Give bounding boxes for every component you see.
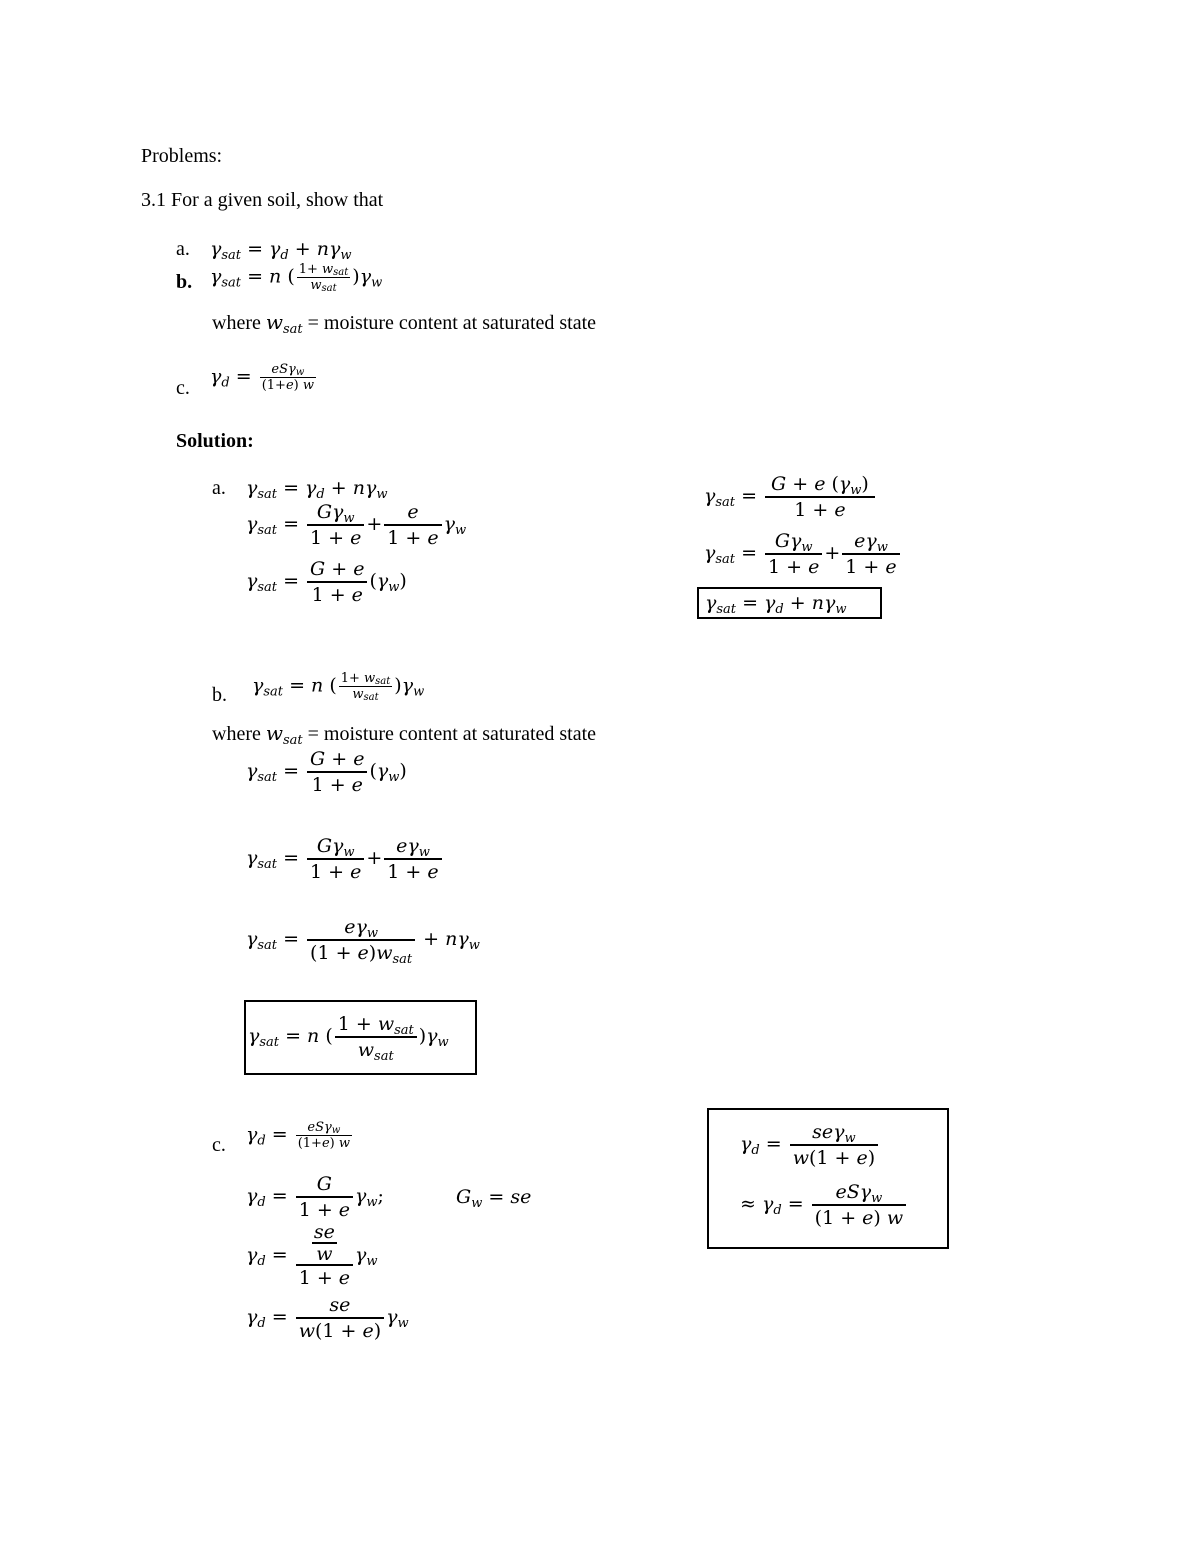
given-label-a: a. xyxy=(176,238,190,260)
given-eq-b: $\gamma_{sat} = n$ ( $\frac{1+ w_{sat}}{w_{sat}}$ )$\gamma_w$ xyxy=(210,262,383,294)
sol-b-line3: $\gamma_{sat}$ = $\frac{e\gamma_w}{(1 + e)w_{sat}}$ + $n\gamma_w$ xyxy=(246,916,480,967)
sol-c-line1: $\gamma_d$ = $\frac{G}{1 + e}$ $\gamma_w$; xyxy=(246,1173,384,1221)
sol-a-right-line2: $\gamma_{sat}$ = $\frac{G\gamma_w}{1 + e}$ + $\frac{e\gamma_w}{1 + e}$ xyxy=(704,529,902,579)
given-label-c: c. xyxy=(176,377,190,399)
sol-c-result-line2: ≈ $\gamma_d$ = $\frac{eS\gamma_w}{(1 + e) w}$ xyxy=(740,1180,908,1230)
sol-a-line3: $\gamma_{sat}$ = $\frac{G + e}{1 + e}$ $(\gamma_w)$ xyxy=(246,558,407,606)
solution-heading: Solution: xyxy=(176,430,254,452)
solution-label-a: a. xyxy=(212,477,226,499)
problem-number: 3.1 xyxy=(141,189,166,211)
sol-b-result-box xyxy=(244,1000,477,1075)
sol-b-line1: $\gamma_{sat}$ = $\frac{G + e}{1 + e}$ $(\gamma_w)$ xyxy=(246,748,407,796)
sol-b-result: $\gamma_{sat} = n$ ( $\frac{1 + w_{sat}}{w_{sat}}$ )$\gamma_w$ xyxy=(248,1013,449,1064)
solution-label-b: b. xyxy=(212,684,227,706)
sol-b-given: $\gamma_{sat} = n$ ( $\frac{1+ w_{sat}}{w_{sat}}$ )$\gamma_w$ xyxy=(252,671,425,703)
problem-text: For a given soil, show that xyxy=(171,189,384,211)
given-label-b: b. xyxy=(176,271,193,293)
sol-a-result: $\gamma_{sat} = \gamma_d + n\gamma_w$ xyxy=(705,592,847,617)
sol-b-where: where $w_{sat}$ = moisture content at saturated state xyxy=(212,721,597,748)
sol-c-result-box xyxy=(707,1108,949,1249)
sol-a-result-box xyxy=(697,587,882,619)
sol-c-result-line1: $\gamma_d$ = $\frac{se\gamma_w}{w(1 + e)}$ xyxy=(740,1120,880,1170)
sol-c-gw-relation: $G_w$ = se xyxy=(456,1186,532,1211)
solution-label-c: c. xyxy=(212,1134,226,1156)
sol-c-given: $\gamma_d$ = $\frac{eS\gamma_w}{(1+e) w}$ xyxy=(246,1120,350,1151)
sol-c-line3: $\gamma_d$ = $\frac{se}{w(1 + e)}$ $\gamma_w$ xyxy=(246,1294,409,1342)
sol-b-line2: $\gamma_{sat}$ = $\frac{G\gamma_w}{1 + e}$ + $\frac{e\gamma_w}{1 + e}$ xyxy=(246,834,444,884)
problem-statement xyxy=(141,188,383,212)
sol-a-line1: $\gamma_{sat} = \gamma_d + n\gamma_w$ xyxy=(246,477,388,502)
sol-c-line2: $\gamma_d$ = $\frac{\frac{se}{w}}{1 + e}$ $\gamma_w$ xyxy=(246,1221,378,1289)
given-eq-a: $\gamma_{sat} = \gamma_d + n\gamma_w$ xyxy=(210,238,352,263)
sol-a-line2: $\gamma_{sat}$ = $\frac{G\gamma_w}{1 + e}$ + $\frac{e}{1 + e}$ $\gamma_w$ xyxy=(246,501,467,549)
given-eq-c: $\gamma_d$ = $\frac{eS\gamma_w}{(1+e) w}$ xyxy=(210,362,314,393)
sol-a-right-line1: $\gamma_{sat}$ = $\frac{G + e (\gamma_w)}{1 + e}$ xyxy=(704,472,877,522)
given-where: where $w_{sat}$ = moisture content at saturated state xyxy=(212,310,597,337)
problems-heading: Problems: xyxy=(141,145,223,167)
